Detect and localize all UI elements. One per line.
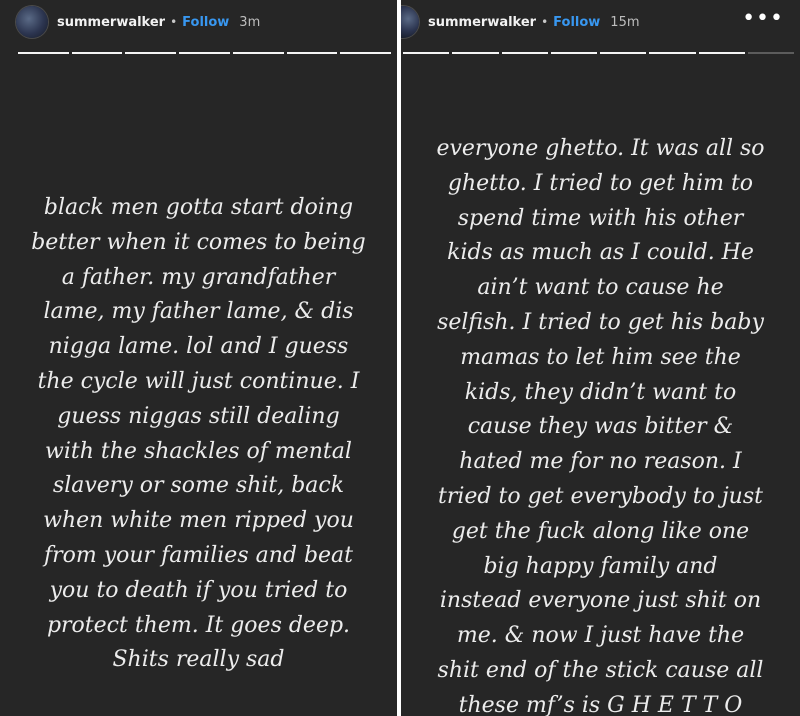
progress-segment bbox=[403, 52, 449, 54]
timestamp: 15m bbox=[610, 14, 640, 30]
avatar[interactable] bbox=[16, 6, 48, 38]
progress-segment bbox=[649, 52, 695, 54]
progress-segment bbox=[72, 52, 123, 54]
progress-segment bbox=[125, 52, 176, 54]
story-text: black men gotta start doing better when it comes to being a father. my grandfather lame, my father lame, & dis nigga lame. lol and I guess the cycle will just continue. I guess niggas still dealing with the shackles of mental slavery or some shit, back when white men ripped you from your families and beat you to death if you tried to protect them. It goes deep. Shits really sad bbox=[31, 195, 366, 673]
progress-segment bbox=[748, 52, 794, 54]
progress-segment bbox=[179, 52, 230, 54]
username[interactable]: summerwalker bbox=[57, 14, 166, 30]
more-options-icon[interactable]: ••• bbox=[742, 6, 784, 31]
story-header bbox=[0, 4, 397, 40]
progress-segment bbox=[452, 52, 498, 54]
timestamp: 3m bbox=[239, 14, 261, 30]
progress-segment bbox=[233, 52, 284, 54]
progress-segment bbox=[502, 52, 548, 54]
separator-dot: • bbox=[170, 15, 178, 29]
progress-bars bbox=[18, 52, 391, 54]
avatar[interactable] bbox=[401, 6, 419, 38]
follow-button[interactable]: Follow bbox=[182, 14, 230, 30]
story-header bbox=[401, 4, 800, 40]
progress-segment bbox=[287, 52, 338, 54]
story-panel-right bbox=[401, 0, 800, 716]
story-panel-left bbox=[0, 0, 397, 716]
username[interactable]: summerwalker bbox=[428, 14, 537, 30]
follow-button[interactable]: Follow bbox=[553, 14, 601, 30]
progress-segment bbox=[340, 52, 391, 54]
progress-segment bbox=[699, 52, 745, 54]
progress-segment bbox=[600, 52, 646, 54]
progress-segment bbox=[18, 52, 69, 54]
separator-dot: • bbox=[541, 15, 549, 29]
progress-bars bbox=[403, 52, 794, 54]
progress-segment bbox=[551, 52, 597, 54]
story-text: everyone ghetto. It was all so ghetto. I tried to get him to spend time with his other kids as much as I could. He ain’t want to cause he selfish. I tried to get his baby mamas to let him see the kids, they didn’t want to cause they was bitter & hated me for no reason. I tried to get everybody to just get the fuck along like one big happy family and instead everyone just shit on me. & now I just have the shit end of the stick cause all these mf’s is G H E T T O bbox=[436, 136, 765, 716]
